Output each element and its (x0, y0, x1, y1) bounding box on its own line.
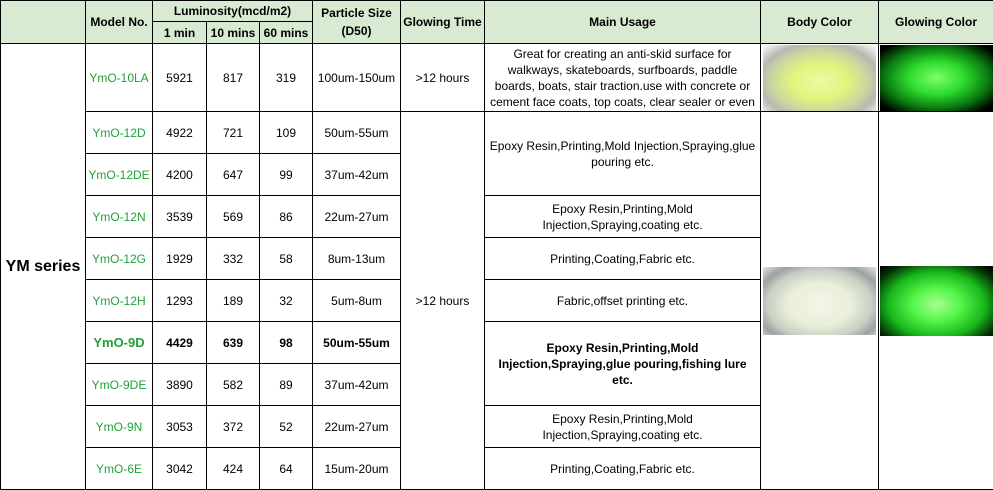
header-body-color: Body Color (761, 1, 879, 44)
lum-60min: 52 (260, 406, 313, 448)
particle-size: 50um-55um (313, 322, 401, 364)
particle-size: 5um-8um (313, 280, 401, 322)
lum-10min: 817 (207, 44, 260, 112)
model-name: YmO-12H (86, 280, 153, 322)
header-luminosity: Luminosity(mcd/m2) (153, 1, 313, 22)
header-10min: 10 mins (207, 22, 260, 44)
lum-1min: 3042 (153, 448, 207, 490)
glowing-time: >12 hours (401, 112, 485, 490)
glowing-color-cell (879, 44, 993, 112)
table-row (1, 112, 993, 154)
model-name: YmO-9D (86, 322, 153, 364)
lum-1min: 1293 (153, 280, 207, 322)
lum-60min: 86 (260, 196, 313, 238)
lum-60min: 89 (260, 364, 313, 406)
main-usage: Fabric,offset printing etc. (485, 280, 761, 322)
particle-size: 100um-150um (313, 44, 401, 112)
lum-60min: 98 (260, 322, 313, 364)
lum-60min: 64 (260, 448, 313, 490)
lum-1min: 3053 (153, 406, 207, 448)
model-name: YmO-9N (86, 406, 153, 448)
glowing-time: >12 hours (401, 44, 485, 112)
lum-1min: 1929 (153, 238, 207, 280)
particle-size: 37um-42um (313, 154, 401, 196)
lum-1min: 3539 (153, 196, 207, 238)
main-usage: Great for creating an anti-skid surface for walkways, skateboards, surfboards, paddle boards, boats, stair traction.use with concrete or cement face coats, top coats, clear sealer or even (485, 44, 761, 112)
header-empty (1, 1, 86, 44)
header-main-usage: Main Usage (485, 1, 761, 44)
lum-10min: 639 (207, 322, 260, 364)
body-color-photo (763, 45, 876, 111)
lum-60min: 109 (260, 112, 313, 154)
lum-10min: 582 (207, 364, 260, 406)
body-color-photo (763, 267, 876, 335)
series-label: YM series (1, 44, 86, 490)
particle-size: 37um-42um (313, 364, 401, 406)
particle-size: 22um-27um (313, 196, 401, 238)
main-usage: Epoxy Resin,Printing,Mold Injection,Spraying,coating etc. (485, 196, 761, 238)
header-1min: 1 min (153, 22, 207, 44)
lum-10min: 424 (207, 448, 260, 490)
particle-size: 50um-55um (313, 112, 401, 154)
lum-10min: 372 (207, 406, 260, 448)
table-row (1, 44, 993, 112)
lum-10min: 721 (207, 112, 260, 154)
lum-60min: 99 (260, 154, 313, 196)
header-model: Model No. (86, 1, 153, 44)
glowing-color-photo (880, 45, 993, 111)
lum-10min: 189 (207, 280, 260, 322)
lum-60min: 32 (260, 280, 313, 322)
body-color-cell (761, 112, 879, 490)
particle-size: 15um-20um (313, 448, 401, 490)
model-name: YmO-12G (86, 238, 153, 280)
main-usage: Printing,Coating,Fabric etc. (485, 238, 761, 280)
model-name: YmO-12DE (86, 154, 153, 196)
main-usage: Epoxy Resin,Printing,Mold Injection,Spraying,glue pouring,fishing lure etc. (485, 322, 761, 406)
lum-1min: 4922 (153, 112, 207, 154)
lum-60min: 58 (260, 238, 313, 280)
lum-1min: 4429 (153, 322, 207, 364)
model-name: YmO-12N (86, 196, 153, 238)
model-name: YmO-6E (86, 448, 153, 490)
lum-1min: 3890 (153, 364, 207, 406)
particle-size: 8um-13um (313, 238, 401, 280)
lum-10min: 569 (207, 196, 260, 238)
particle-size: 22um-27um (313, 406, 401, 448)
body-color-cell (761, 44, 879, 112)
main-usage: Epoxy Resin,Printing,Mold Injection,Spraying,coating etc. (485, 406, 761, 448)
glowing-color-photo (880, 266, 993, 336)
model-name: YmO-10LA (86, 44, 153, 112)
header-glowing-time: Glowing Time (401, 1, 485, 44)
main-usage: Epoxy Resin,Printing,Mold Injection,Spraying,glue pouring etc. (485, 112, 761, 196)
lum-1min: 4200 (153, 154, 207, 196)
lum-1min: 5921 (153, 44, 207, 112)
glowing-color-cell (879, 112, 993, 490)
model-name: YmO-12D (86, 112, 153, 154)
lum-60min: 319 (260, 44, 313, 112)
header-60min: 60 mins (260, 22, 313, 44)
header-particle-size: Particle Size (D50) (313, 1, 401, 44)
lum-10min: 332 (207, 238, 260, 280)
main-usage: Printing,Coating,Fabric etc. (485, 448, 761, 490)
header-glowing-color: Glowing Color (879, 1, 993, 44)
lum-10min: 647 (207, 154, 260, 196)
model-name: YmO-9DE (86, 364, 153, 406)
